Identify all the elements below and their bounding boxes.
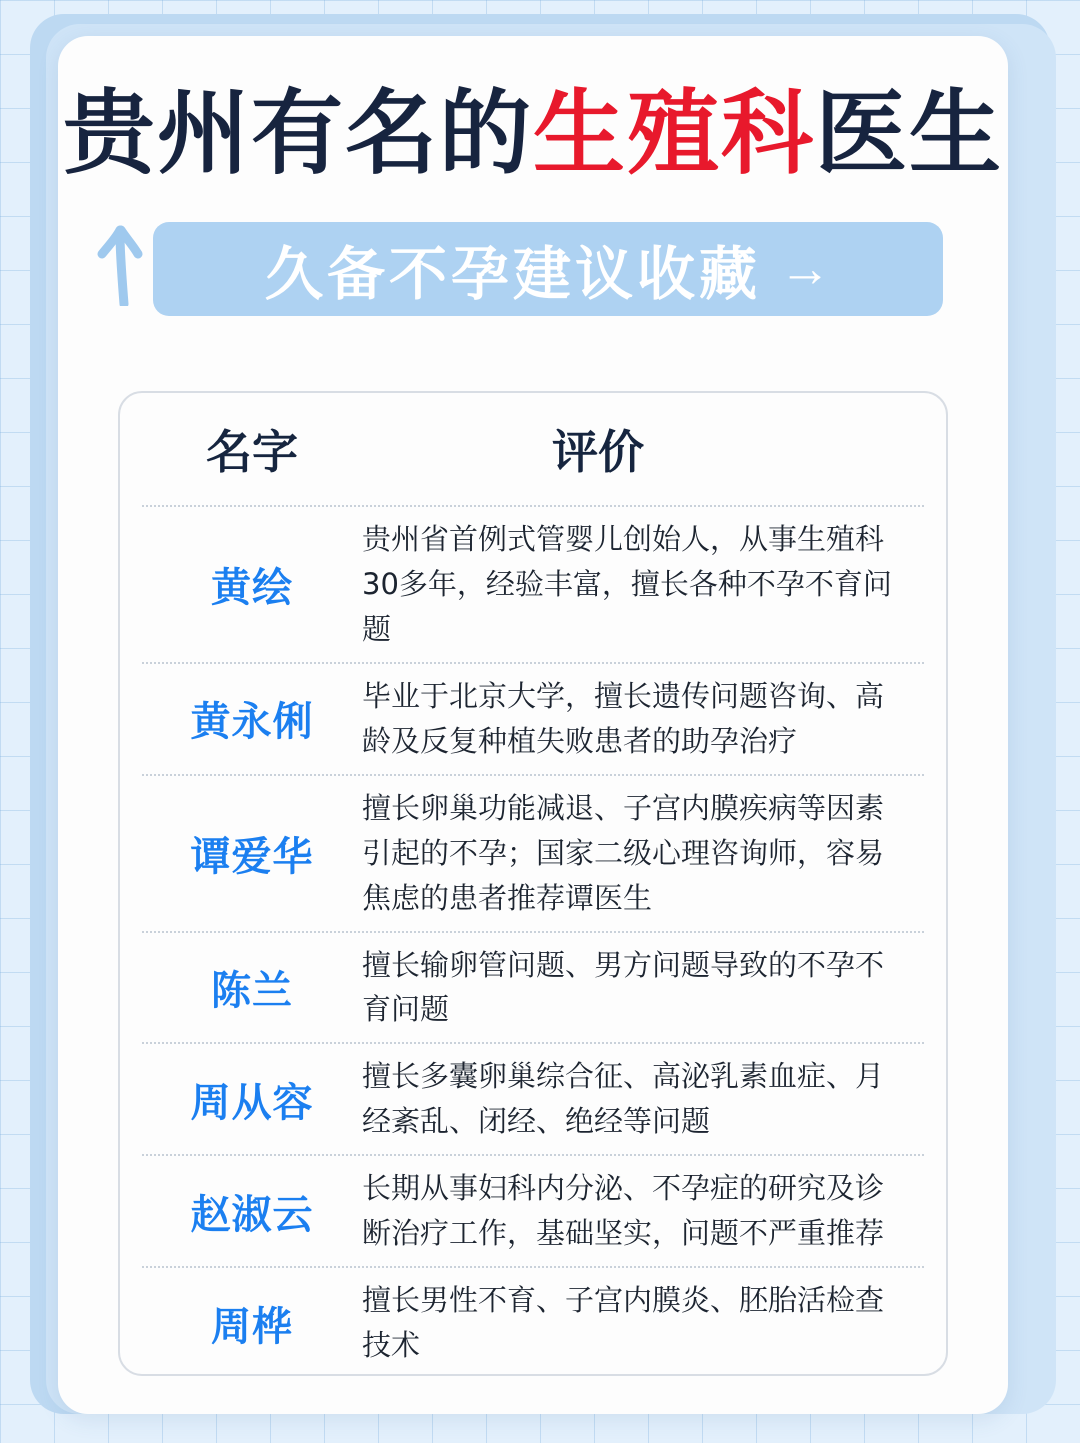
- table-row: [142, 931, 924, 1043]
- doctor-name: 黄绘: [211, 564, 293, 611]
- title-highlight: 生殖科: [532, 80, 815, 187]
- page-title: [58, 80, 1008, 187]
- doctor-table: [118, 391, 948, 1376]
- title-part2: 医生: [815, 80, 1004, 187]
- doctor-eval: 擅长输卵管问题、男方问题导致的不孕不育问题: [362, 947, 885, 1027]
- doctor-eval: 长期从事妇科内分泌、不孕症的研究及诊断治疗工作，基础坚实，问题不严重推荐: [362, 1171, 885, 1251]
- table-row: [142, 662, 924, 774]
- poster-card: [58, 36, 1008, 1414]
- doctor-name: 黄永俐: [190, 699, 314, 746]
- column-header-name: 名字: [206, 425, 298, 479]
- table-row: [142, 1266, 924, 1378]
- arrow-up-icon: [94, 220, 152, 306]
- arrow-right-icon: →: [779, 240, 831, 298]
- doctor-eval: 贵州省首例式管婴儿创始人，从事生殖科30多年，经验丰富，擅长各种不孕不育问题: [362, 522, 892, 646]
- doctor-eval: 毕业于北京大学，擅长遗传问题咨询、高龄及反复种植失败患者的助孕治疗: [362, 678, 885, 758]
- doctor-name: 赵淑云: [190, 1191, 314, 1238]
- table-row: [142, 774, 924, 931]
- doctor-name: 陈兰: [211, 967, 293, 1014]
- doctor-eval: 擅长男性不育、子宫内膜炎、胚胎活检查技术: [362, 1283, 885, 1363]
- doctor-name: 周从容: [190, 1079, 314, 1126]
- doctor-eval: 擅长卵巢功能减退、子宫内膜疾病等因素引起的不孕；国家二级心理咨询师，容易焦虑的患者推荐谭医生: [362, 790, 885, 915]
- title-part1: 贵州有名的: [62, 80, 533, 187]
- table-row: [142, 505, 924, 662]
- doctor-eval: 擅长多囊卵巢综合征、高泌乳素血症、月经紊乱、闭经、绝经等问题: [362, 1059, 885, 1139]
- table-row: [142, 1042, 924, 1154]
- column-header-eval: 评价: [552, 425, 644, 479]
- table-row: [142, 1154, 924, 1266]
- doctor-name: 周桦: [211, 1303, 293, 1350]
- subtitle-banner: [153, 222, 943, 316]
- subtitle-area: [58, 216, 1008, 326]
- table-header-row: [142, 393, 924, 505]
- subtitle-text: 久备不孕建议收藏: [264, 240, 761, 308]
- doctor-name: 谭爱华: [190, 833, 314, 880]
